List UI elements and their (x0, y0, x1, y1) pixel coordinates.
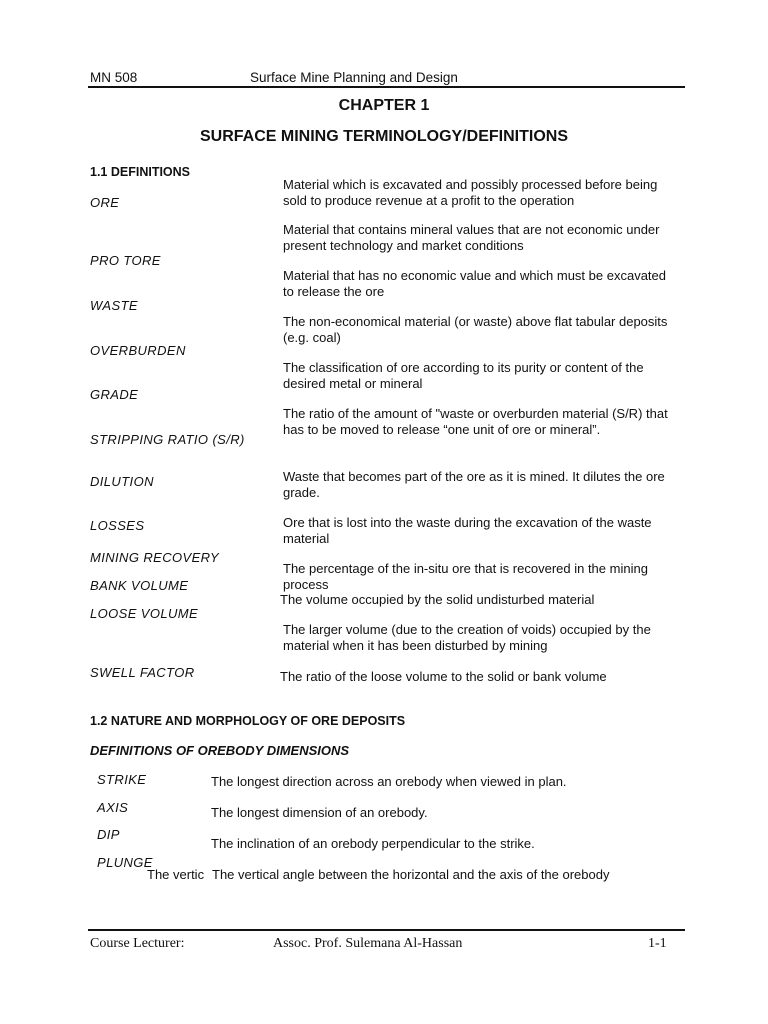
definition-dilution: Waste that becomes part of the ore as it is mined. It dilutes the ore grade. (283, 469, 665, 500)
definition-pro-tore: Material that contains mineral values that are not economic under present technology and market conditions (283, 222, 660, 253)
section-heading-definitions: 1.1 DEFINITIONS (90, 165, 191, 179)
term-grade: GRADE (90, 387, 139, 402)
term-plunge: PLUNGE (97, 855, 153, 870)
definition-stripping-ratio: The ratio of the amount of "waste or overburden material (S/R) that has to be moved to release “one unit of ore or mineral”. (283, 406, 668, 437)
term-bank-volume: BANK VOLUME (90, 578, 189, 593)
term-overburden: OVERBURDEN (90, 343, 186, 358)
overlap-fragment: The vertic (147, 867, 205, 882)
term-swell-factor: SWELL FACTOR (90, 665, 195, 680)
term-ore: ORE (90, 195, 120, 210)
page-number: 1-1 (648, 936, 667, 951)
course-code: MN 508 (90, 70, 138, 85)
term-dip: DIP (97, 827, 120, 842)
subheading-orebody-dimensions: DEFINITIONS OF OREBODY DIMENSIONS (90, 743, 350, 758)
definition-grade: The classification of ore according to its purity or content of the desired metal or mineral (283, 360, 644, 391)
definition-axis: The longest dimension of an orebody. (211, 805, 428, 820)
term-loose-volume: LOOSE VOLUME (90, 606, 199, 621)
footer-lecturer: Assoc. Prof. Sulemana Al-Hassan (273, 936, 463, 951)
chapter-number: CHAPTER 1 (338, 97, 430, 114)
footer-rule (88, 929, 685, 931)
definition-strike: The longest direction across an orebody when viewed in plan. (211, 774, 567, 789)
definition-ore: Material which is excavated and possibly processed before being sold to produce revenue at a profit to the operation (283, 177, 658, 208)
term-strike: STRIKE (97, 772, 147, 787)
definition-bank-volume: The volume occupied by the solid undisturbed material (280, 592, 595, 607)
term-pro-tore: PRO TORE (90, 253, 161, 268)
definition-plunge: The vertical angle between the horizontal and the axis of the orebody (212, 867, 610, 882)
term-dilution: DILUTION (90, 474, 154, 489)
section-heading-nature: 1.2 NATURE AND MORPHOLOGY OF ORE DEPOSITS (90, 714, 406, 728)
term-mining-recovery: MINING RECOVERY (90, 550, 220, 565)
header-rule (88, 86, 685, 88)
definition-overburden: The non-economical material (or waste) above flat tabular deposits (e.g. coal) (283, 314, 668, 345)
definition-dip: The inclination of an orebody perpendicular to the strike. (211, 836, 535, 851)
definition-loose-volume: The larger volume (due to the creation of voids) occupied by the material when it has been disturbed by mining (283, 622, 651, 653)
chapter-title: SURFACE MINING TERMINOLOGY/DEFINITIONS (199, 128, 568, 145)
definition-swell-factor: The ratio of the loose volume to the solid or bank volume (280, 669, 607, 684)
footer-label: Course Lecturer: (90, 936, 185, 951)
definition-waste: Material that has no economic value and which must be excavated to release the ore (283, 268, 666, 299)
definition-losses: Ore that is lost into the waste during the excavation of the waste material (283, 515, 652, 546)
course-title: Surface Mine Planning and Design (250, 70, 458, 85)
term-axis: AXIS (97, 800, 129, 815)
definition-mining-recovery: The percentage of the in-situ ore that is recovered in the mining process (283, 561, 648, 592)
term-stripping-ratio: STRIPPING RATIO (S/R) (90, 432, 245, 447)
term-losses: LOSSES (90, 518, 145, 533)
term-waste: WASTE (90, 298, 138, 313)
